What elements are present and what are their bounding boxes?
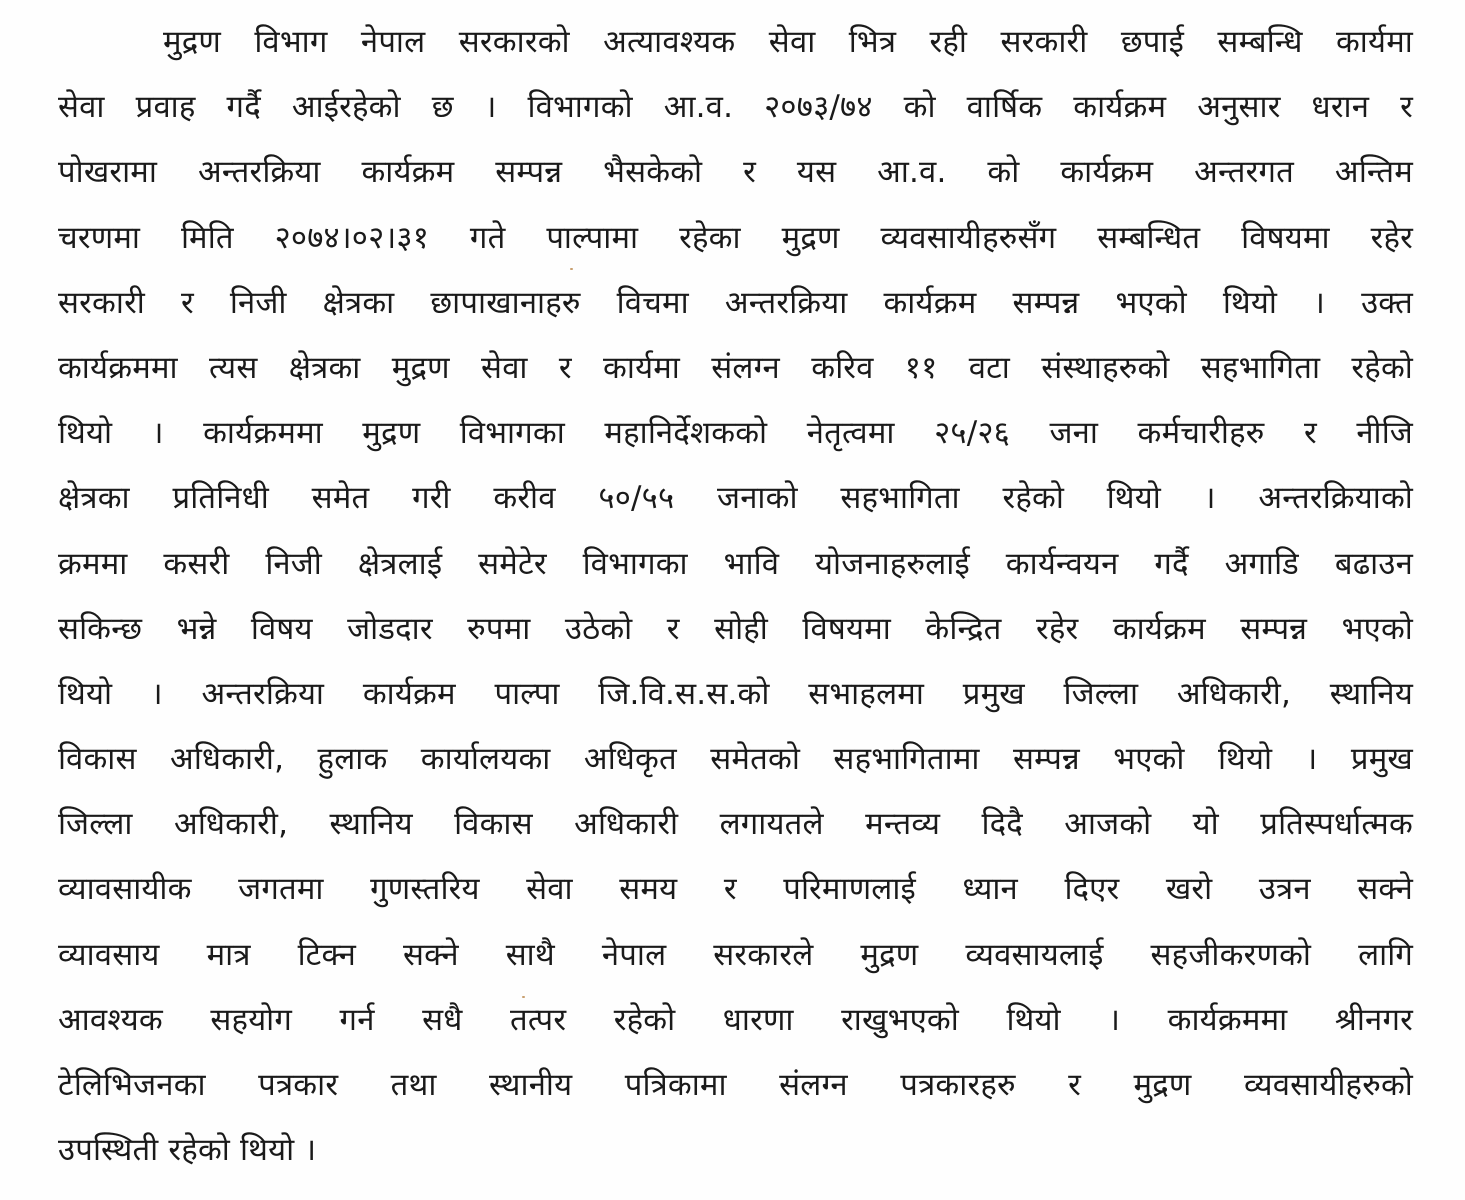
text-line-14: व्यावसायीक जगतमा गुणस्तरिय सेवा समय र परिमाणलाई ध्यान दिएर खरो उत्रन सक्ने — [58, 871, 1413, 908]
text-line-16: आवश्यक सहयोग गर्न सधै तत्पर रहेको धारणा राखुभएको थियो । कार्यक्रममा श्रीनगर — [58, 1001, 1413, 1038]
text-line-5: सरकारी र निजी क्षेत्रका छापाखानाहरु विचमा अन्तरक्रिया कार्यक्रम सम्पन्न भएको थियो । उक्त — [58, 284, 1413, 321]
text-line-6: कार्यक्रममा त्यस क्षेत्रका मुद्रण सेवा र कार्यमा संलग्न करिव ११ वटा संस्थाहरुको सहभागिता रहेको — [58, 349, 1413, 386]
text-line-9: क्रममा कसरी निजी क्षेत्रलाई समेटेर विभागका भावि योजनाहरुलाई कार्यन्वयन गर्दै अगाडि बढाउन — [58, 545, 1413, 582]
text-line-18: उपस्थिती रहेको थियो । — [58, 1132, 317, 1169]
text-line-10: सकिन्छ भन्ने विषय जोडदार रुपमा उठेको र सोही विषयमा केन्द्रित रहेर कार्यक्रम सम्पन्न भएको — [58, 610, 1413, 647]
body-paragraph — [58, 10, 1413, 1183]
text-line-3: पोखरामा अन्तरक्रिया कार्यक्रम सम्पन्न भैसकेको र यस आ.व. को कार्यक्रम अन्तरगत अन्तिम — [58, 154, 1413, 191]
text-line-4: चरणमा मिति २०७४।०२।३१ गते पाल्पामा रहेका मुद्रण व्यवसायीहरुसँग सम्बन्धित विषयमा रहेर — [58, 219, 1413, 256]
text-line-13: जिल्ला अधिकारी, स्थानिय विकास अधिकारी लगायतले मन्तव्य दिदै आजको यो प्रतिस्पर्धात्मक — [58, 806, 1413, 843]
text-line-15: व्यावसाय मात्र टिक्न सक्ने साथै नेपाल सरकारले मुद्रण व्यवसायलाई सहजीकरणको लागि — [58, 936, 1413, 973]
text-line-7: थियो । कार्यक्रममा मुद्रण विभागका महानिर्देशकको नेतृत्वमा २५/२६ जना कर्मचारीहरु र नीजि — [58, 415, 1413, 452]
text-line-12: विकास अधिकारी, हुलाक कार्यालयका अधिकृत समेतको सहभागितामा सम्पन्न भएको थियो । प्रमुख — [58, 741, 1413, 778]
text-line-11: थियो । अन्तरक्रिया कार्यक्रम पाल्पा जि.वि.स.स.को सभाहलमा प्रमुख जिल्ला अधिकारी, स्थानिय — [58, 675, 1413, 712]
text-line-17: टेलिभिजनका पत्रकार तथा स्थानीय पत्रिकामा संलग्न पत्रकारहरु र मुद्रण व्यवसायीहरुको — [58, 1067, 1413, 1103]
scan-speck — [522, 996, 525, 998]
text-line-1: मुद्रण विभाग नेपाल सरकारको अत्यावश्यक सेवा भित्र रही सरकारी छपाई सम्बन्धि कार्यमा — [163, 24, 1413, 60]
text-line-2: सेवा प्रवाह गर्दै आईरहेको छ । विभागको आ.व. २०७३/७४ को वार्षिक कार्यक्रम अनुसार धरान र — [58, 89, 1413, 126]
text-line-8: क्षेत्रका प्रतिनिधी समेत गरी करीव ५०/५५ जनाको सहभागिता रहेको थियो । अन्तरक्रियाको — [58, 480, 1413, 517]
scan-speck — [570, 268, 573, 270]
